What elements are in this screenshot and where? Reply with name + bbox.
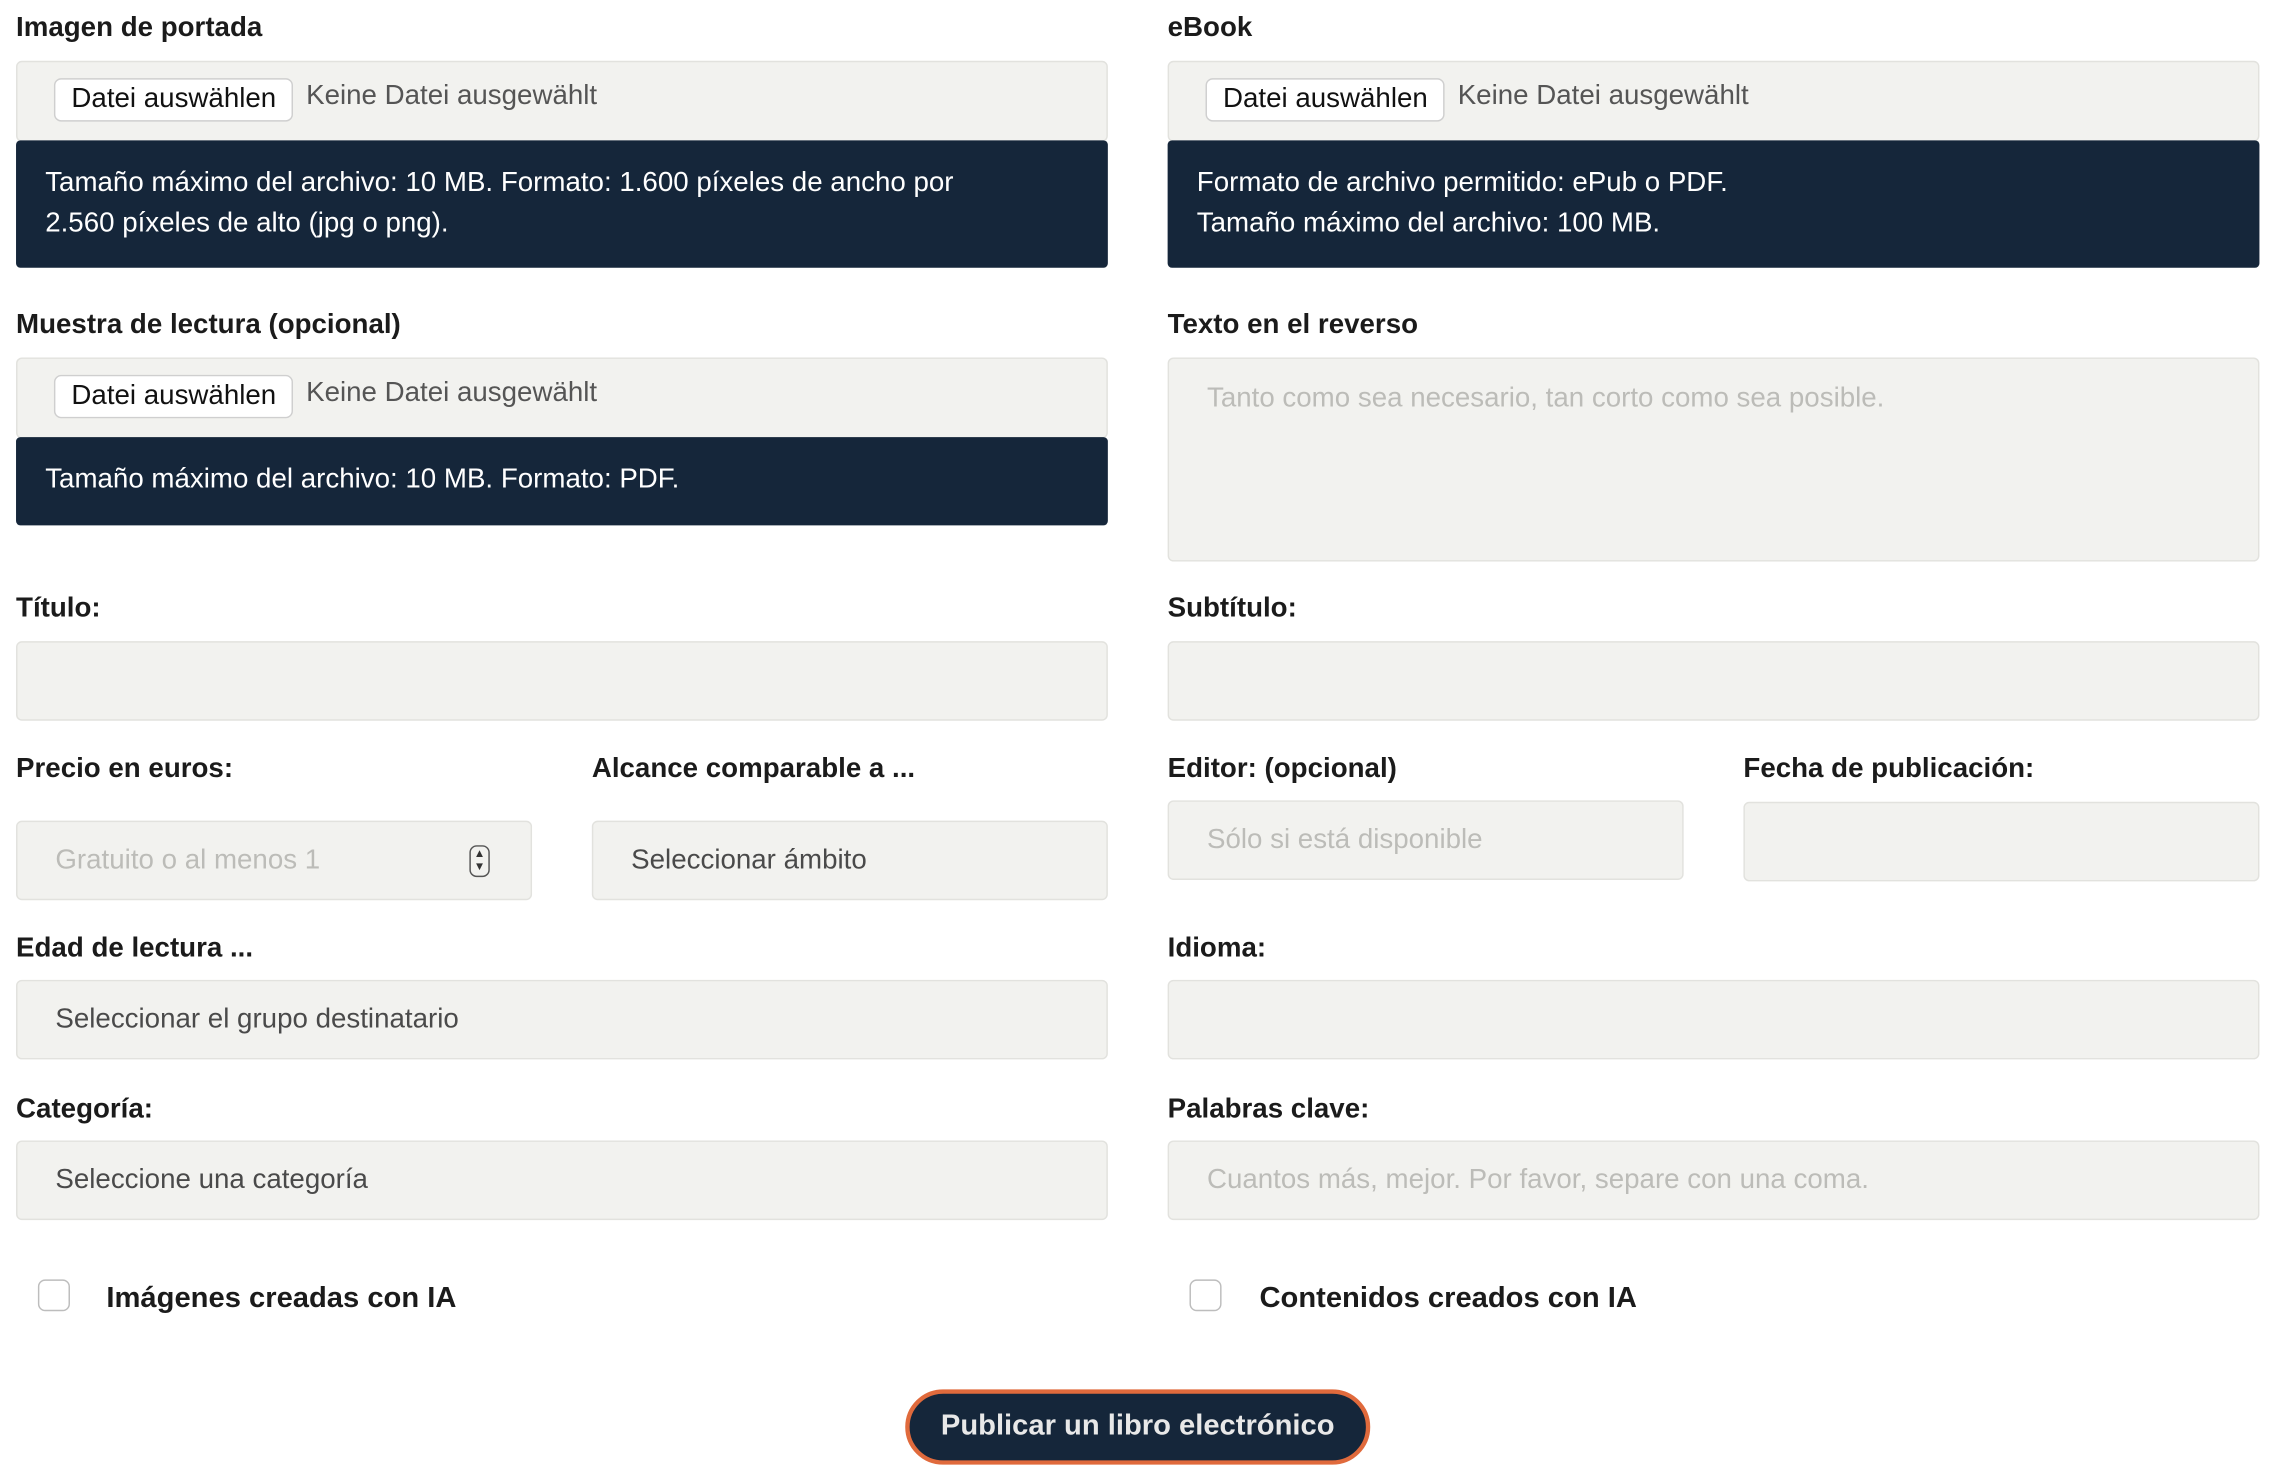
reading-age-select-value: Seleccionar el grupo destinatario: [55, 1004, 459, 1035]
category-select-value: Seleccione una categoría: [55, 1165, 368, 1196]
publisher-input[interactable]: [1168, 800, 1684, 880]
back-text-textarea[interactable]: [1168, 357, 2260, 561]
cover-image-label: Imagen de portada: [16, 13, 263, 44]
title-label: Título:: [16, 593, 101, 624]
cover-notice-line-1: Tamaño máximo del archivo: 10 MB. Formato: 1.600 píxeles de ancho por: [45, 167, 954, 199]
price-input[interactable]: [16, 821, 532, 901]
ebook-notice-line-1: Formato de archivo permitido: ePub o PDF.: [1196, 167, 1728, 199]
sample-file-status: Keine Datei ausgewählt: [306, 377, 598, 409]
ebook-label: eBook: [1167, 13, 1253, 44]
ebook-info-notice: [1168, 140, 2260, 267]
cover-info-notice: [16, 140, 1108, 267]
reading-age-select[interactable]: [16, 980, 1108, 1060]
subtitle-label: Subtítulo:: [1167, 593, 1297, 624]
subtitle-input[interactable]: [1168, 641, 2260, 721]
ebook-notice-line-2: Tamaño máximo del archivo: 100 MB.: [1196, 208, 1661, 239]
reading-age-label: Edad de lectura ...: [16, 933, 254, 964]
ai-content-label: Contenidos creados con IA: [1259, 1282, 1637, 1315]
sample-info-notice: [16, 437, 1108, 525]
number-stepper-icon[interactable]: ▲ ▼: [469, 845, 489, 877]
language-select[interactable]: [1168, 980, 2260, 1060]
cover-file-status: Keine Datei ausgewählt: [306, 81, 598, 112]
sample-label: Muestra de lectura (opcional): [16, 309, 401, 341]
sample-file-input[interactable]: [16, 357, 1108, 438]
publication-date-input[interactable]: [1743, 802, 2259, 882]
publication-date-label: Fecha de publicación:: [1743, 754, 2035, 785]
scope-label: Alcance comparable a ...: [591, 754, 916, 785]
publish-ebook-button[interactable]: Publicar un libro electrónico: [905, 1389, 1370, 1464]
category-label: Categoría:: [16, 1094, 154, 1125]
sample-choose-file-button[interactable]: Datei auswählen: [54, 375, 294, 418]
cover-notice-line-2: 2.560 píxeles de alto (jpg o png).: [45, 208, 449, 239]
ai-images-checkbox[interactable]: [38, 1279, 70, 1311]
publisher-label: Editor: (opcional): [1167, 754, 1397, 785]
ai-content-checkbox[interactable]: [1189, 1279, 1221, 1311]
scope-select-value: Seleccionar ámbito: [631, 845, 867, 876]
price-label: Precio en euros:: [16, 754, 234, 785]
back-text-label: Texto en el reverso: [1167, 309, 1419, 341]
ebook-file-status: Keine Datei ausgewählt: [1457, 81, 1749, 112]
keywords-label: Palabras clave:: [1167, 1094, 1370, 1125]
publisher-placeholder: Sólo si está disponible: [1206, 824, 1483, 856]
category-select[interactable]: [16, 1140, 1108, 1220]
keywords-input[interactable]: [1168, 1140, 2260, 1220]
keywords-placeholder: Cuantos más, mejor. Por favor, separe con una coma.: [1206, 1165, 1869, 1196]
cover-choose-file-button[interactable]: Datei auswählen: [54, 78, 294, 121]
title-input[interactable]: [16, 641, 1108, 721]
ebook-choose-file-button[interactable]: Datei auswählen: [1206, 78, 1446, 121]
price-placeholder: Gratuito o al menos 1: [55, 845, 321, 876]
ebook-file-input[interactable]: [1168, 61, 2260, 142]
ai-images-label: Imágenes creadas con IA: [106, 1282, 457, 1315]
language-label: Idioma:: [1167, 933, 1267, 964]
cover-file-input[interactable]: [16, 61, 1108, 142]
sample-notice-text: Tamaño máximo del archivo: 10 MB. Formato: PDF.: [45, 464, 680, 495]
scope-select[interactable]: [592, 821, 1108, 901]
back-text-placeholder: Tanto como sea necesario, tan corto como sea posible.: [1206, 383, 1885, 414]
